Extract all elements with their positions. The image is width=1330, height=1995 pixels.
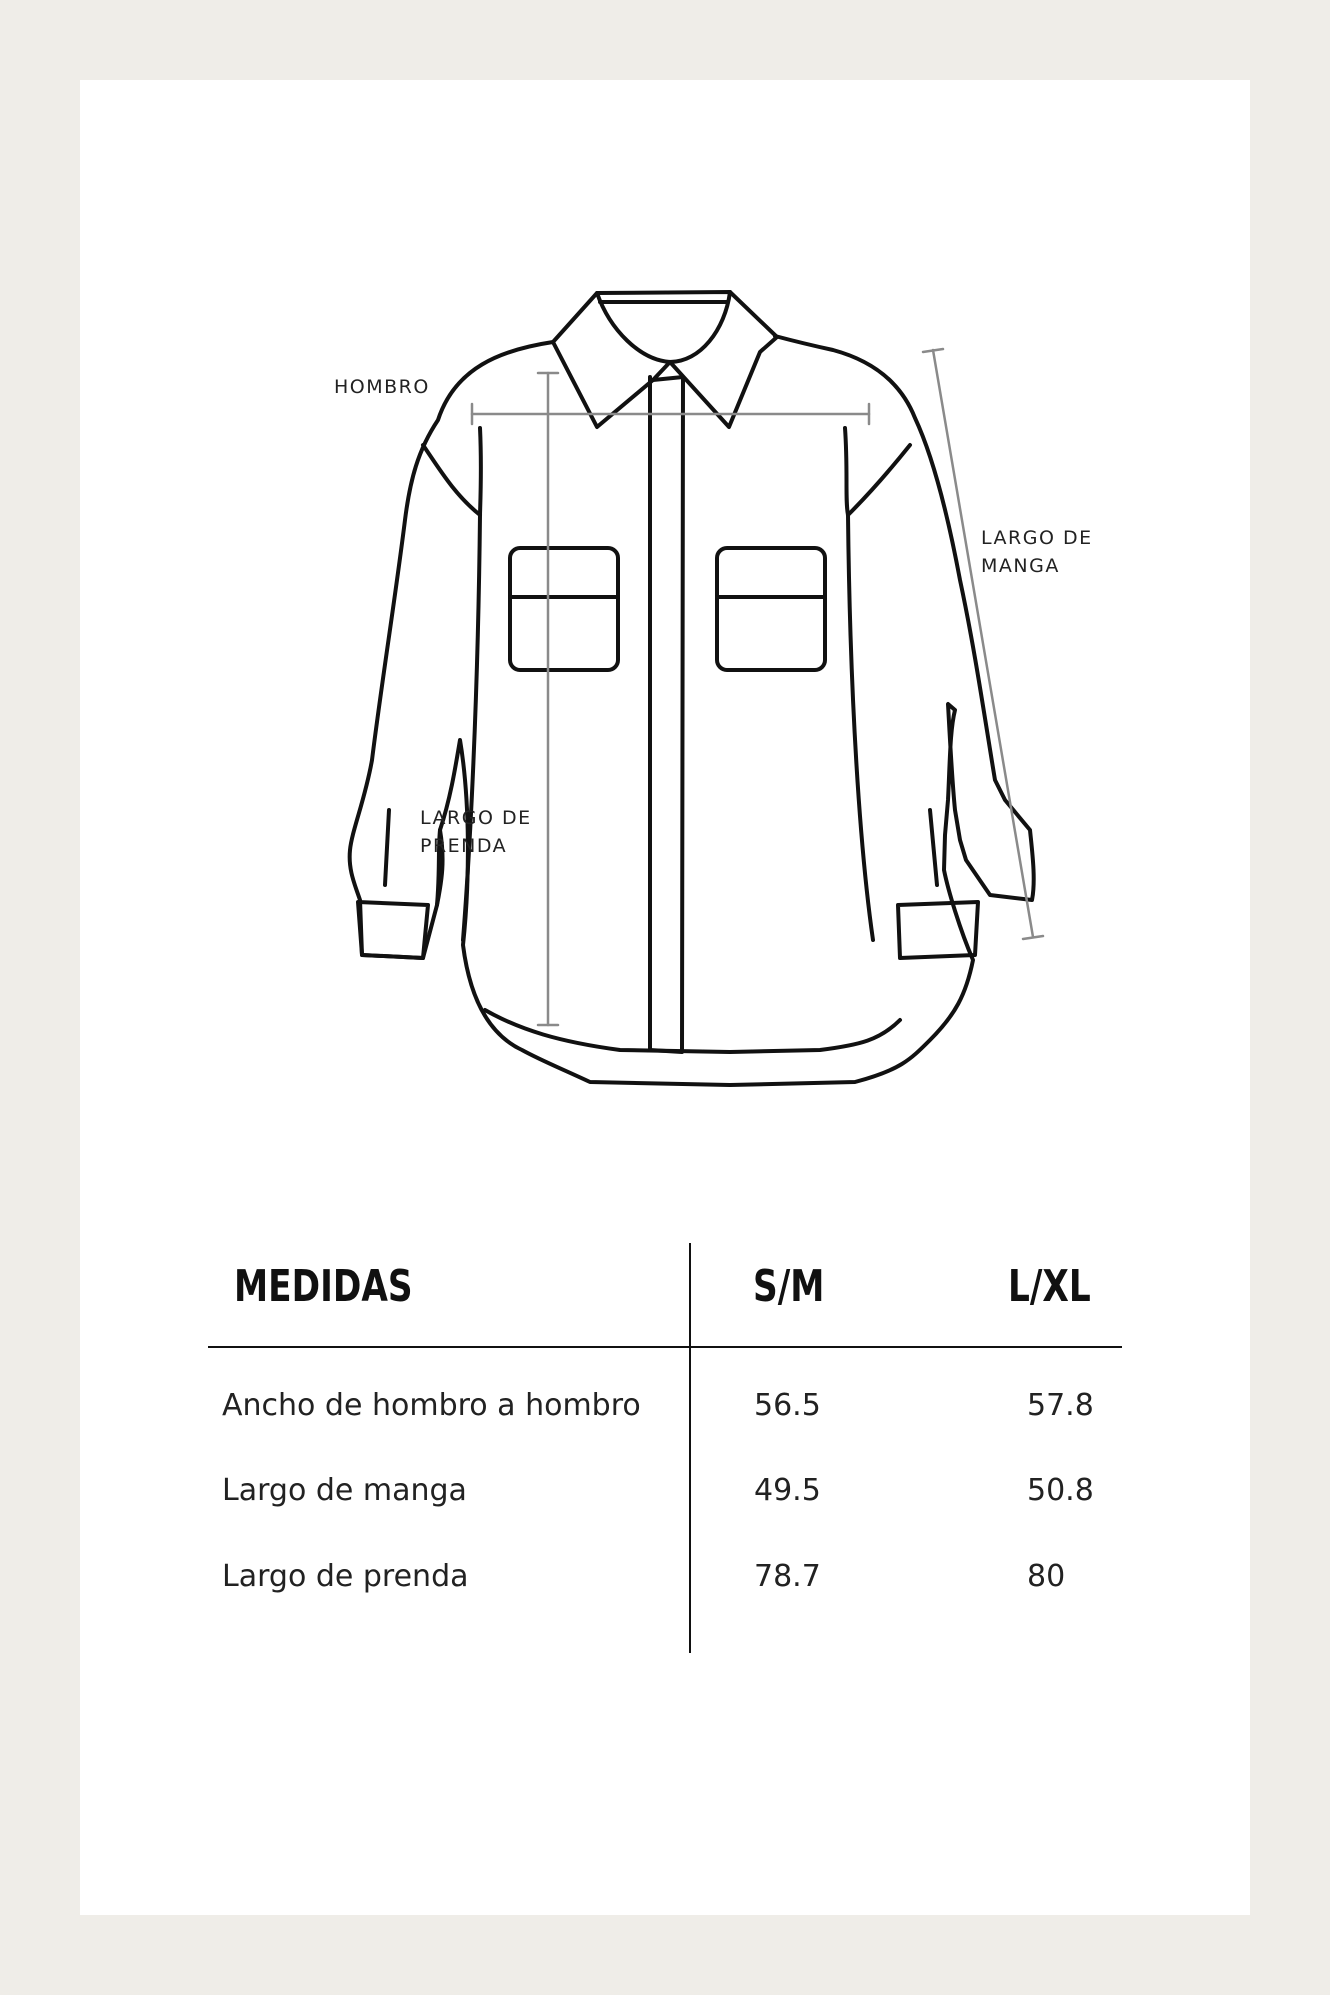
right-pocket: [717, 548, 825, 670]
right-cuff: [898, 902, 978, 958]
sleeve-label: LARGO DE MANGA: [981, 527, 1093, 577]
cell-sleeve-lxl: 50.8: [1027, 1473, 1094, 1508]
left-cuff: [358, 902, 428, 958]
shoulder-label: HOMBRO: [334, 376, 430, 398]
cell-shoulder-lxl: 57.8: [1027, 1388, 1094, 1423]
placket: [650, 377, 683, 1052]
shirt-body-outline: [350, 336, 1034, 1085]
length-label: LARGO DE PRENDA: [420, 807, 532, 857]
cell-sleeve-sm: 49.5: [754, 1473, 821, 1508]
cell-length-sm: 78.7: [754, 1559, 821, 1594]
cell-length-lxl: 80: [1027, 1559, 1066, 1594]
left-pocket: [510, 548, 618, 670]
cell-shoulder-sm: 56.5: [754, 1388, 821, 1423]
row-label-garment-length: Largo de prenda: [222, 1559, 469, 1594]
row-label-shoulder-width: Ancho de hombro a hombro: [222, 1388, 641, 1423]
row-label-sleeve-length: Largo de manga: [222, 1473, 467, 1508]
header-size-sm: S/M: [753, 1261, 825, 1312]
header-size-lxl: L/XL: [1008, 1261, 1091, 1312]
sleeve-measure-line: [933, 350, 1033, 937]
header-measurements: MEDIDAS: [234, 1261, 413, 1312]
